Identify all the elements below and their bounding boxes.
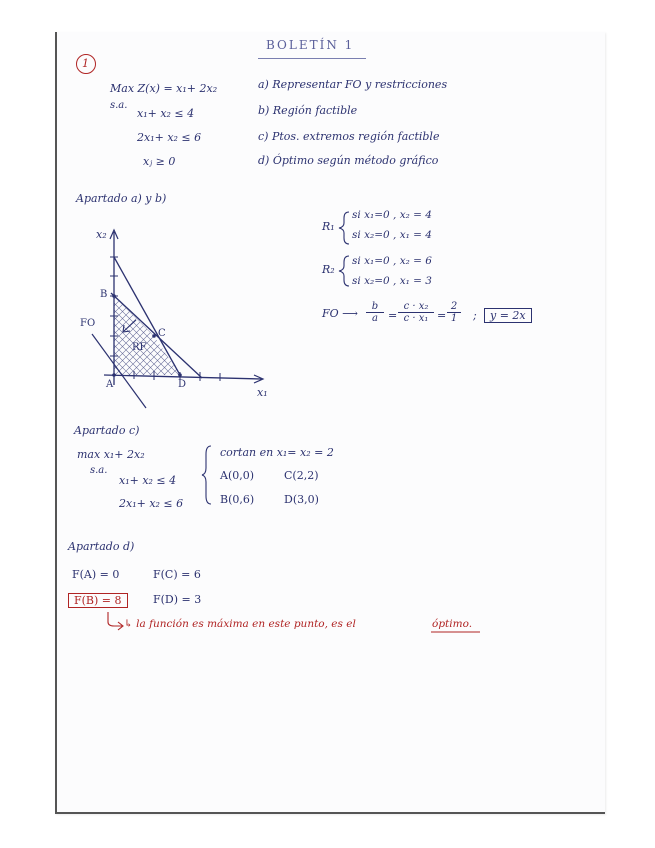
extreme-point-a: A(0,0) <box>220 469 255 482</box>
subject-to-label: s.a. <box>110 100 128 111</box>
fo-slope-prefix: FO ⟶ <box>322 307 358 320</box>
section-c-subject-to: s.a. <box>90 465 108 476</box>
equals-sign-1: = <box>388 309 398 322</box>
problem-number: 1 <box>82 57 89 70</box>
brace-section-c <box>202 446 211 504</box>
point-label-c: C <box>158 328 166 339</box>
separator: ; <box>473 309 477 322</box>
region-label-rf: RF <box>132 342 147 353</box>
point-label-d: D <box>178 379 187 390</box>
feasible-region <box>114 296 180 375</box>
fraction-numerator: b <box>366 301 384 313</box>
section-d-heading: Apartado d) <box>68 540 135 553</box>
r1-line-1: si x₁=0 , x₂ = 4 <box>352 209 432 221</box>
brace-r1 <box>339 212 349 244</box>
r1-line-2: si x₂=0 , x₁ = 4 <box>352 229 432 241</box>
intersection-note: cortan en x₁= x₂ = 2 <box>220 446 334 459</box>
vertex-d <box>178 373 182 377</box>
extreme-point-b: B(0,6) <box>220 493 255 506</box>
value-f-a: F(A) = 0 <box>72 568 120 581</box>
axis-label-x2: x₂ <box>96 228 107 241</box>
value-f-b-optimal: F(B) = 8 <box>68 593 128 608</box>
vertex-b <box>112 294 116 298</box>
value-f-c: F(C) = 6 <box>153 568 201 581</box>
task-b: b) Región factible <box>258 104 358 117</box>
conclusion-text: ↳ la función es máxima en este punto, es el <box>124 618 356 630</box>
constraint-nonneg: xⱼ ≥ 0 <box>143 155 176 168</box>
extreme-point-d: D(3,0) <box>284 493 319 506</box>
task-c: c) Ptos. extremos región factible <box>258 130 440 143</box>
value-f-d: F(D) = 3 <box>153 593 202 606</box>
fraction-2-over-1 <box>447 301 461 324</box>
r2-line-2: si x₂=0 , x₁ = 3 <box>352 275 432 287</box>
point-label-b: B <box>100 289 108 300</box>
r2-label: R₂ <box>322 263 335 276</box>
fo-result-box: y = 2x <box>484 308 532 323</box>
fraction-numerator: 2 <box>447 301 461 313</box>
constraint-1: x₁+ x₂ ≤ 4 <box>137 107 195 120</box>
fraction-denominator: 1 <box>450 313 458 324</box>
conclusion-keyword: óptimo. <box>432 618 473 630</box>
page-title: BOLETÍN 1 <box>266 38 355 52</box>
r1-label: R₁ <box>322 220 335 233</box>
objective-function: Max Z(x) = x₁+ 2x₂ <box>110 82 218 95</box>
fraction-b-over-a <box>366 301 384 324</box>
vertex-c <box>152 334 156 338</box>
r2-line-1: si x₁=0 , x₂ = 6 <box>352 255 432 267</box>
vertex-a <box>112 373 116 377</box>
fraction-denominator: a <box>372 313 378 324</box>
fraction-numerator: c · x₂ <box>398 301 434 313</box>
section-ab-heading: Apartado a) y b) <box>76 192 167 205</box>
section-c-constraint-2: 2x₁+ x₂ ≤ 6 <box>119 497 184 510</box>
task-a: a) Representar FO y restricciones <box>258 78 448 91</box>
fraction-cx2-over-cx1 <box>398 301 434 324</box>
task-d: d) Óptimo según método gráfico <box>258 154 439 167</box>
equals-sign-2: = <box>437 309 447 322</box>
constraint-2: 2x₁+ x₂ ≤ 6 <box>137 131 202 144</box>
section-c-objective: max x₁+ 2x₂ <box>77 448 145 461</box>
fraction-denominator: c · x₁ <box>403 313 429 324</box>
section-c-constraint-1: x₁+ x₂ ≤ 4 <box>119 474 177 487</box>
point-label-a: A <box>106 379 114 390</box>
brace-r2 <box>339 256 349 286</box>
extreme-point-c: C(2,2) <box>284 469 319 482</box>
section-c-heading: Apartado c) <box>74 424 140 437</box>
fo-line-label: FO <box>80 318 96 329</box>
axis-label-x1: x₁ <box>257 386 268 399</box>
